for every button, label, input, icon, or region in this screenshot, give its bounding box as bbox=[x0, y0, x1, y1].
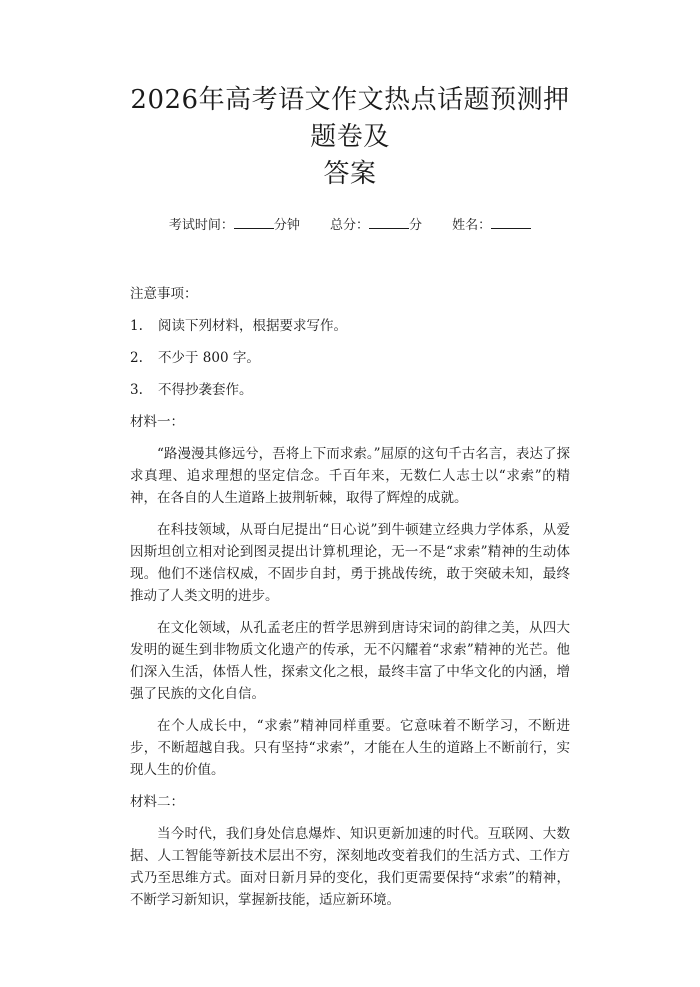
exam-time-label: 考试时间： bbox=[168, 218, 234, 233]
exam-meta-line bbox=[130, 217, 570, 235]
name-blank bbox=[491, 218, 531, 229]
total-score-field bbox=[330, 217, 422, 235]
total-score-label: 总分： bbox=[329, 218, 369, 233]
notice-item-text: 不少于 800 字。 bbox=[158, 350, 260, 366]
exam-content bbox=[130, 283, 570, 911]
total-score-blank bbox=[369, 218, 409, 229]
exam-time-unit: 分钟 bbox=[273, 218, 300, 233]
name-field bbox=[452, 217, 531, 235]
material-two-paragraph: 当今时代，我们身处信息爆炸、知识更新加速的时代。互联网、大数据、人工智能等新技术层出不穷，深刻地改变着我们的生活方式、工作方式乃至思维方式。面对日新月异的变化，我们更需要保持“求索”的精神，不断学习新知识，掌握新技能，适应新环境。 bbox=[130, 826, 570, 908]
notice-item-number: 2. bbox=[130, 350, 143, 366]
notice-item bbox=[130, 379, 570, 401]
material-one-paragraph: 在文化领域，从孔孟老庄的哲学思辨到唐诗宋词的韵律之美，从四大发明的诞生到非物质文化遗产的传承，无不闪耀着“求索”精神的光芒。他们深入生活，体悟人性，探索文化之根，最终丰富了中华文化的内涵，增强了民族的文化自信。 bbox=[130, 620, 570, 702]
material-one-paragraph: “路漫漫其修远兮，吾将上下而求索。”屈原的这句千古名言，表达了探求真理、追求理想的坚定信念。千百年来，无数仁人志士以“求索”的精神，在各自的人生道路上披荆斩棘，取得了辉煌的成就。 bbox=[130, 446, 570, 506]
page-title bbox=[130, 82, 570, 193]
notice-item bbox=[130, 347, 570, 369]
notice-item-number: 1. bbox=[130, 318, 143, 334]
name-label: 姓名： bbox=[452, 218, 492, 233]
title-line-2: 答案 bbox=[323, 159, 377, 189]
exam-page bbox=[0, 82, 700, 987]
exam-time-blank bbox=[234, 218, 274, 229]
title-line-1: 2026年高考语文作文热点话题预测押题卷及 bbox=[130, 85, 570, 152]
notice-item bbox=[130, 315, 570, 337]
material-one-paragraph: 在科技领域，从哥白尼提出“日心说”到牛顿建立经典力学体系，从爱因斯坦创立相对论到图灵提出计算机理论，无一不是“求索”精神的生动体现。他们不迷信权威，不固步自封，勇于挑战传统，敢于突破未知，最终推动了人类文明的进步。 bbox=[130, 522, 570, 604]
exam-time-field bbox=[169, 217, 300, 235]
notice-item-number: 3. bbox=[130, 382, 143, 398]
material-two-heading: 材料二： bbox=[130, 794, 184, 810]
total-score-unit: 分 bbox=[409, 218, 423, 233]
notice-heading: 注意事项： bbox=[130, 286, 198, 302]
material-one-heading: 材料一： bbox=[130, 414, 184, 430]
notice-item-text: 阅读下列材料，根据要求写作。 bbox=[158, 318, 347, 334]
notice-item-text: 不得抄袭套作。 bbox=[158, 382, 253, 398]
material-one-paragraph: 在个人成长中，“求索”精神同样重要。它意味着不断学习，不断进步，不断超越自我。只有坚持“求索”，才能在人生的道路上不断前行，实现人生的价值。 bbox=[130, 718, 570, 778]
